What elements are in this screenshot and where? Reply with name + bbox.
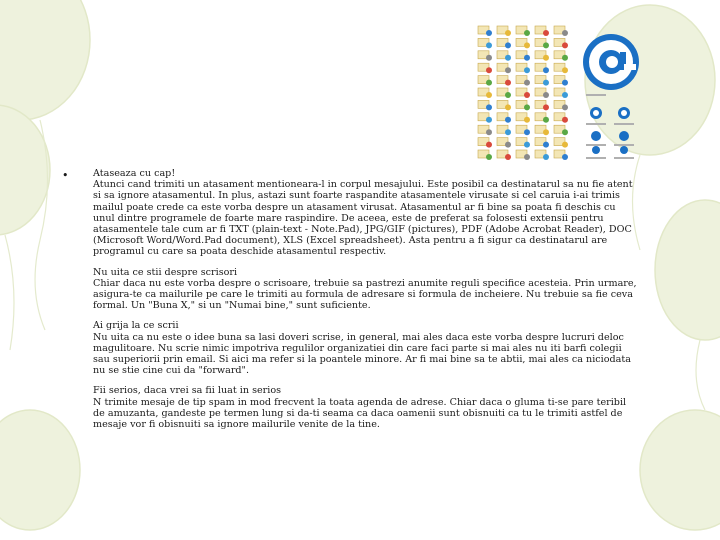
section-careful-writing: [93, 320, 638, 376]
status-badge-icon: [486, 80, 492, 86]
status-badge-icon: [524, 55, 530, 61]
at-sign-icon: [583, 34, 639, 90]
section-be-serious: [93, 385, 638, 430]
status-badge-icon: [505, 30, 511, 36]
status-badge-icon: [486, 55, 492, 61]
status-badge-icon: [543, 142, 549, 148]
small-icon-grid: [478, 26, 568, 160]
status-badge-icon: [543, 92, 549, 98]
status-badge-icon: [562, 30, 568, 36]
status-badge-icon: [543, 104, 549, 110]
balloon-string: [5, 235, 14, 350]
section-attachments: [93, 168, 638, 258]
section-body: Atunci cand trimiti un atasament mentioneara-l in corpul mesajului. Este posibil ca destinatarul sa nu fie atent si sa ignore atasamentul. In plus, astazi sunt foarte raspandite atasamentele virusate si cel caruia i-ai trimis mailul poate crede ca este vorba despre un atasament virusat. Atasamentul ar fi bine sa poata fi deschis cu unul dintre programele de foarte mare raspindire. De aceea, este de preferat sa folosesti extensii pentru atasamentele tale cum ar fi TXT (plain-text - Note.Pad), JPG/GIF (pictures), PDF (Adobe Acrobat Reader), DOC (Microsoft Word/Word.Pad document), XLS (Excel spreadsheet). Asta pentru a fi sigur ca destinatarul are programul cu care sa poata deschide atasamentul respectiv.: [93, 179, 633, 258]
status-badge-icon: [505, 154, 511, 160]
status-badge-icon: [524, 80, 530, 86]
status-badge-icon: [524, 30, 530, 36]
status-badge-icon: [505, 42, 511, 48]
balloon-shape: [655, 200, 720, 340]
status-badge-icon: [524, 142, 530, 148]
status-badge-icon: [562, 129, 568, 135]
status-badge-icon: [505, 104, 511, 110]
status-badge-icon: [562, 80, 568, 86]
status-badge-icon: [543, 67, 549, 73]
list-bullet: •: [62, 169, 69, 182]
status-badge-icon: [524, 67, 530, 73]
status-badge-icon: [562, 92, 568, 98]
status-badge-icon: [562, 154, 568, 160]
at-sign-small-icons: [590, 107, 630, 154]
status-badge-icon: [486, 42, 492, 48]
status-badge-icon: [505, 55, 511, 61]
status-badge-icon: [486, 104, 492, 110]
status-badge-icon: [486, 30, 492, 36]
balloon-shape: [0, 0, 90, 120]
status-badge-icon: [543, 129, 549, 135]
status-badge-icon: [486, 117, 492, 123]
slide-text: [93, 168, 638, 439]
section-letters: [93, 267, 638, 312]
status-badge-icon: [562, 42, 568, 48]
status-badge-icon: [543, 154, 549, 160]
status-badge-icon: [486, 154, 492, 160]
status-badge-icon: [524, 129, 530, 135]
balloon-shape: [0, 410, 80, 530]
status-badge-icon: [524, 92, 530, 98]
status-badge-icon: [562, 117, 568, 123]
status-badge-icon: [562, 55, 568, 61]
status-badge-icon: [524, 154, 530, 160]
email-icon-set: [474, 24, 644, 164]
status-badge-icon: [524, 104, 530, 110]
status-badge-icon: [505, 92, 511, 98]
status-badge-icon: [543, 42, 549, 48]
status-badge-icon: [543, 30, 549, 36]
balloon-string: [696, 340, 705, 410]
section-title: Ataseaza cu cap!: [93, 168, 176, 179]
status-badge-icon: [505, 129, 511, 135]
section-title: Nu uita ce stii despre scrisori: [93, 266, 238, 278]
status-badge-icon: [486, 129, 492, 135]
status-badge-icon: [524, 117, 530, 123]
status-badge-icon: [505, 80, 511, 86]
status-badge-icon: [562, 67, 568, 73]
section-body: N trimite mesaje de tip spam in mod frecvent la toata agenda de adrese. Chiar daca o gluma ti-se pare teribil de amuzanta, gandeste pe termen lung si da-ti seama ca daca oamenii sunt obisnuiti ca tu le trimiti astfel de mesaje vor fi obisnuiti sa ignore mailurile venite de la tine.: [93, 396, 627, 431]
section-body: Nu uita ca nu este o idee buna sa lasi doveri scrise, in general, mai ales daca este vorba despre lucruri deloc magulitoare. Nu scrie nimic impotriva regulilor organizatiei din care faci parte si mai ales nu iti barfi colegii sau superiorii prin email. Si aici ma refer si la poantele minore. Ar fi mai bine sa te abtii, mai ales ca niciodata nu se stie cine cui da "forward".: [93, 331, 631, 377]
status-badge-icon: [562, 104, 568, 110]
section-body: Chiar daca nu este vorba despre o scrisoare, trebuie sa pastrezi anumite reguli specifice acesteia. Prin urmare, asigura-te ca mailurile pe care le trimiti au formula de adresare si formula de incheiere. Nu trebuie sa fie ceva formal. Un "Buna X," si un "Numai bine," sunt suficiente.: [93, 277, 637, 312]
status-badge-icon: [505, 142, 511, 148]
status-badge-icon: [505, 67, 511, 73]
status-badge-icon: [543, 55, 549, 61]
status-badge-icon: [486, 142, 492, 148]
status-badge-icon: [486, 92, 492, 98]
balloon-shape: [0, 105, 50, 235]
status-badge-icon: [562, 142, 568, 148]
balloon-shape: [640, 410, 720, 530]
section-title: Fii serios, daca vrei sa fii luat in serios: [93, 385, 282, 397]
status-badge-icon: [543, 80, 549, 86]
status-badge-icon: [486, 67, 492, 73]
status-badge-icon: [505, 117, 511, 123]
section-title: Ai grija la ce scrii: [93, 320, 179, 332]
status-badge-icon: [543, 117, 549, 123]
status-badge-icon: [524, 42, 530, 48]
